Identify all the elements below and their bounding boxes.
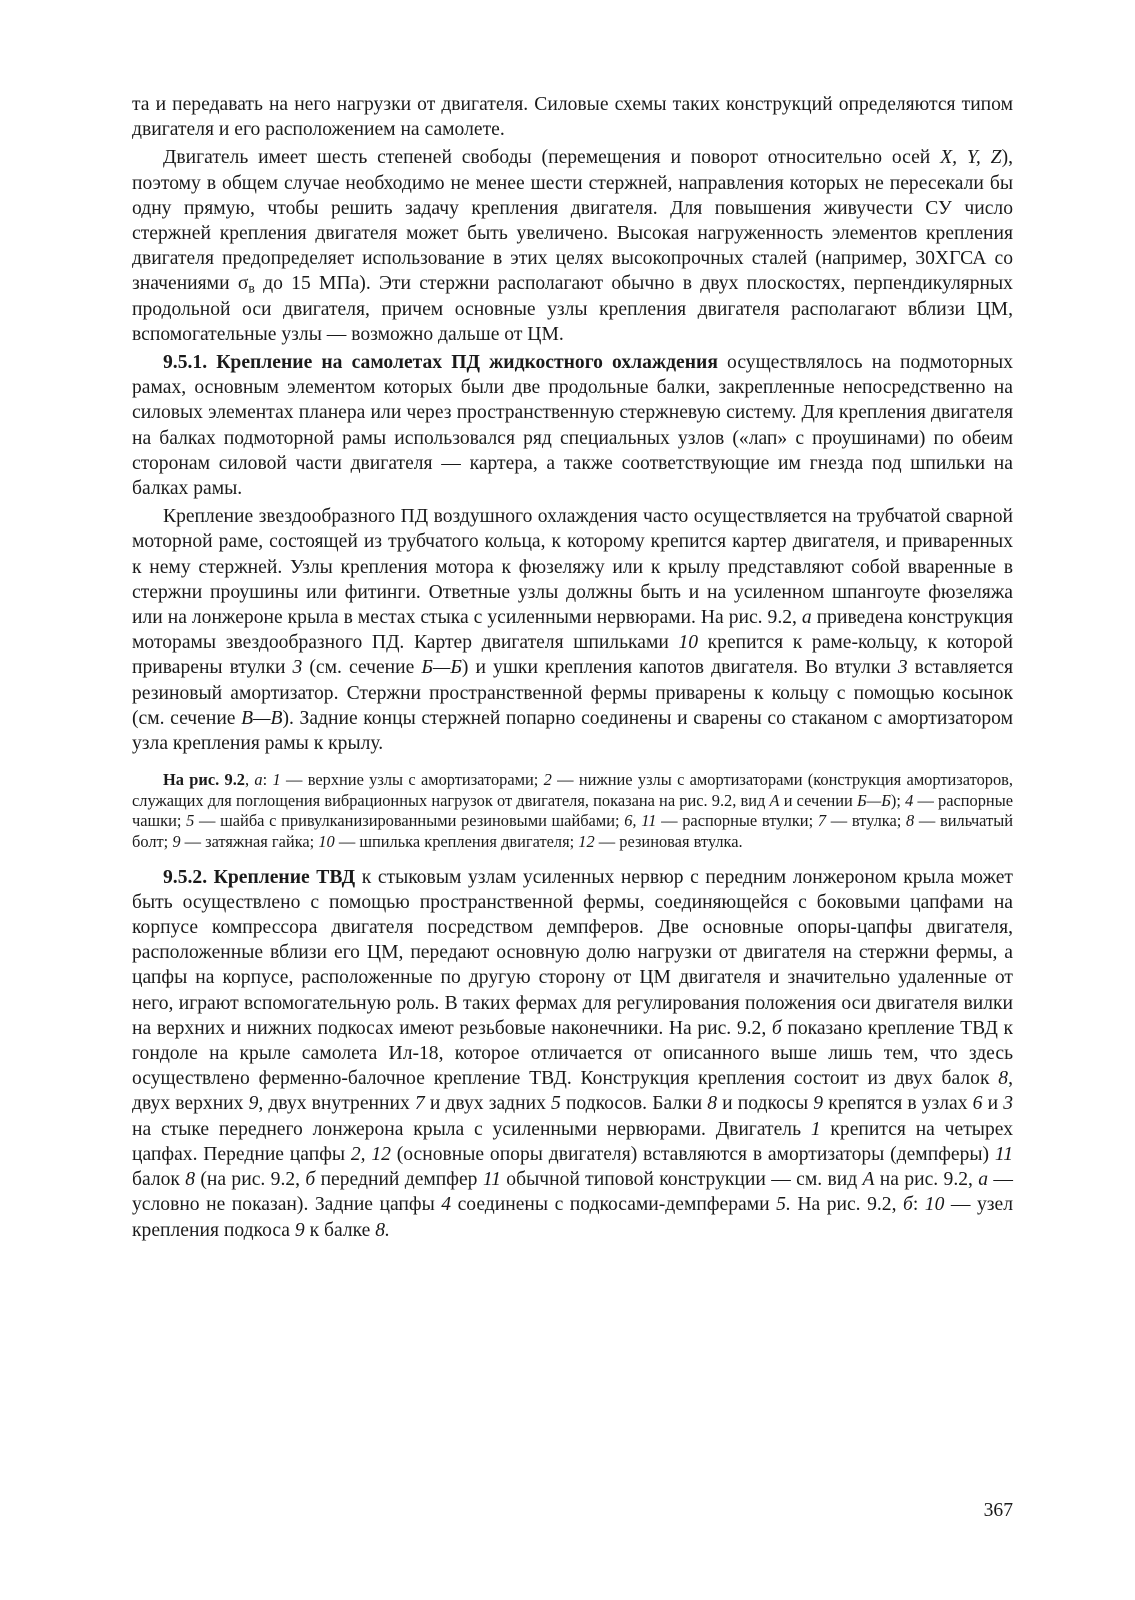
text-run: балок [132, 1169, 186, 1191]
text-run: — верхние узлы с амортизаторами; [280, 770, 544, 790]
text-run: крепятся в узлах [823, 1093, 973, 1115]
text-run: (основные опоры двигателя) вставляются в амортизаторы (демпферы) [390, 1143, 995, 1165]
italic-ref: а [254, 770, 263, 790]
paragraph-1-text: та и передавать на него нагрузки от двигателя. Силовые схемы таких конструкций определяются типом двигателя и его расположением на самолете. [132, 94, 1013, 141]
italic-ref: 11 [482, 1169, 501, 1191]
text-run: ), поэтому в общем случае необходимо не менее шести стержней, направления которых не пересекали бы одну прямую, чтобы решить задачу крепления двигателя. Для повышения живучести СУ число стержней крепления двигателя может быть увеличено. Высокая нагруженность элементов крепления двигателя предопределяет использование в этих целях высокопрочных сталей (например, 30ХГСА со значениями σ [132, 147, 1013, 295]
text-run: приведена конструкция моторамы звездообразного ПД. Картер двигателя шпильками [132, 607, 1013, 654]
italic-ref: 7 [414, 1093, 425, 1115]
figure-caption [132, 770, 1013, 852]
text-run: и сечении [779, 790, 857, 810]
text-run: : [262, 770, 273, 790]
section-heading-9-5-2: 9.5.2. Крепление ТВД [163, 866, 356, 888]
text-run: — вильчатый болт; [132, 811, 1013, 852]
italic-ref: 1 [272, 770, 281, 790]
italic-ref: 6, 11 [624, 811, 657, 831]
italic-ref: 9 [294, 1219, 305, 1241]
text-run: подкосов. Балки [560, 1093, 708, 1115]
italic-ref: 1 [810, 1118, 821, 1140]
paragraph-1 [132, 92, 1013, 142]
text-run: к балке [304, 1219, 376, 1241]
text-run: — распорные чашки; [132, 790, 1013, 831]
italic-ref: А [862, 1169, 875, 1191]
italic-ref: 10 [924, 1194, 945, 1216]
axes-label: X, Y, Z [940, 147, 1002, 169]
text-run: и [982, 1093, 1004, 1115]
text-run: вставляется резиновый амортизатор. Стержни пространственной фермы приварены к кольцу с помощью косынок (см. сечение [132, 657, 1014, 729]
text-run: — шпилька крепления двигателя; [334, 832, 579, 852]
italic-ref: 8. [375, 1219, 390, 1241]
italic-ref: 3 [292, 657, 303, 679]
italic-ref: б [305, 1169, 316, 1191]
text-run: обычной типовой конструкции — см. вид [500, 1169, 863, 1191]
paragraph-5 [132, 865, 1013, 1243]
italic-ref: 4 [441, 1194, 452, 1216]
text-run: (см. сечение [302, 657, 422, 679]
italic-ref: 4 [905, 790, 914, 810]
paragraph-2 [132, 145, 1013, 347]
text-run: На рис. 9.2, [790, 1194, 903, 1216]
italic-ref: 2, 12 [350, 1143, 391, 1165]
caption-lead: На рис. 9.2 [163, 770, 245, 790]
italic-ref: 9 [813, 1093, 824, 1115]
text-run: — распорные втулки; [656, 811, 818, 831]
italic-ref: Б—Б [421, 657, 462, 679]
italic-ref: а [978, 1169, 989, 1191]
italic-ref: 7 [817, 811, 827, 831]
italic-ref: 8 [707, 1093, 718, 1115]
text-run: , двух внутренних [258, 1093, 415, 1115]
italic-ref: 9 [172, 832, 181, 852]
text-run: крепится на четырех цапфах. Передние цапфы [132, 1118, 1013, 1165]
italic-ref: 2 [543, 770, 552, 790]
text-run: соединены с подкосами-демпферами [451, 1194, 777, 1216]
text-run: Крепление звездообразного ПД воздушного охлаждения часто осуществляется на трубчатой сварной моторной раме, состоящей из трубчатого кольца, к которому крепится картер двигателя, и приваренных к нему стержней. Узлы крепления мотора к фюзеляжу или к крылу представляют собой вваренные в стержни проушины или фитинги. Ответные узлы должны быть и на усиленном шпангоуте фюзеляжа или на лонжероне крыла в местах стыка с усиленными нервюрами. На рис. 9.2, [132, 506, 1013, 629]
text-run: осуществлялось на подмоторных рамах, основным элементом которых были две продольные балки, закрепленные непосредственно на силовых элементах планера или через пространственную стержневую систему. Для крепления двигателя на балках подмоторной рамы использовался ряд специальных узлов («лап» с проушинами) по обеим сторонам силовой части двигателя — картера, а также соответствующие им гнезда под шпильки на балках рамы. [132, 352, 1013, 500]
italic-ref: 8 [906, 811, 915, 831]
text-run: — резиновая втулка. [594, 832, 743, 852]
text-run: — втулка; [826, 811, 907, 831]
italic-ref: 9 [248, 1093, 259, 1115]
text-run: на стыке переднего лонжерона крыла с усиленными нервюрами. Двигатель [132, 1118, 811, 1140]
italic-ref: 3 [897, 657, 908, 679]
text-run: к стыковым узлам усиленных нервюр с передним лонжероном крыла может быть осуществлено с помощью пространственной фермы, соединяющейся с боковыми цапфами на корпусе компрессора двигателя посредством демпферов. Две основные опоры-цапфы двигателя, расположенные вблизи его ЦМ, передают основную долю нагрузки от двигателя на стержни фермы, а цапфы на корпусе, расположенные по другую сторону от ЦМ двигателя и значительно удаленные от него, играют вспомогательную роль. В таких фермах для регулирования положения оси двигателя вилки на верхних и нижних подкосах имеют резьбовые наконечники. На рис. 9.2, [132, 866, 1013, 1039]
italic-ref: В—В [241, 707, 283, 729]
italic-ref: 8 [998, 1068, 1009, 1090]
text-run: крепится к раме-кольцу, к которой приварены втулки [132, 632, 1013, 679]
italic-ref: 5. [776, 1194, 791, 1216]
text-run: и двух задних [424, 1093, 552, 1115]
text-run: — нижние узлы с амортизаторами (конструкция амортизаторов, служащих для поглощения вибрационных нагрузок от двигателя, показана на рис. 9.2, вид [132, 770, 1013, 810]
italic-ref: а [801, 607, 812, 629]
paragraph-3 [132, 350, 1013, 501]
italic-ref: А [769, 790, 780, 810]
italic-ref: 12 [578, 832, 595, 852]
text-run: показано крепление ТВД к гондоле на крыле самолета Ил-18, которое отличается от описанного выше лишь тем, что здесь осуществлено ферменно-балочное крепление ТВД. Конструкция крепления состоит из двух балок [132, 1017, 1013, 1090]
italic-ref: 5 [551, 1093, 561, 1115]
italic-ref: 10 [678, 632, 699, 654]
italic-ref: 11 [994, 1143, 1013, 1165]
text-run: до 15 МПа). Эти стержни располагают обычно в двух плоскостях, перпендикулярных продольной оси двигателя, причем основные узлы крепления двигателя располагают вблизи ЦМ, вспомогательные узлы — возможно дальше от ЦМ. [132, 273, 1013, 345]
italic-ref: 3 [1003, 1093, 1013, 1115]
text-run: — узел крепления подкоса [132, 1194, 1014, 1241]
italic-ref: б [902, 1194, 913, 1216]
text-run: , двух верхних [132, 1068, 1013, 1115]
italic-ref: 10 [318, 832, 335, 852]
body-text-continued [132, 865, 1013, 1243]
italic-ref: б [771, 1017, 782, 1039]
text-run: ) и ушки крепления капотов двигателя. Во втулки [461, 657, 898, 679]
text-run: — затяжная гайка; [180, 832, 319, 852]
text-run: передний демпфер [315, 1169, 483, 1191]
text-run: — условно не показан). Задние цапфы [132, 1169, 1013, 1216]
section-heading-9-5-1: 9.5.1. Крепление на самолетах ПД жидкостного охлаждения [163, 352, 718, 374]
page-number: 367 [983, 1500, 1013, 1521]
text-run: на рис. 9.2, [874, 1169, 979, 1191]
text-run: и подкосы [717, 1093, 814, 1115]
italic-ref: 6 [972, 1093, 983, 1115]
body-text [132, 92, 1013, 756]
text-run: ). Задние концы стержней попарно соединены и сварены со стаканом с амортизатором узла крепления рамы к крылу. [132, 707, 1013, 755]
italic-ref: 8 [185, 1169, 196, 1191]
paragraph-4 [132, 504, 1013, 756]
text-run: (на рис. 9.2, [195, 1169, 306, 1191]
text-run: Двигатель имеет шесть степеней свободы (перемещения и поворот относительно осей [163, 147, 941, 169]
italic-ref: Б—Б [856, 790, 891, 810]
text-run: ); [890, 790, 906, 810]
sigma-subscript: в [248, 280, 255, 296]
text-run: — шайба с привулканизированными резиновыми шайбами; [194, 811, 625, 831]
text-run: : [912, 1194, 925, 1216]
text-run: , [245, 770, 255, 790]
italic-ref: 5 [186, 811, 195, 831]
